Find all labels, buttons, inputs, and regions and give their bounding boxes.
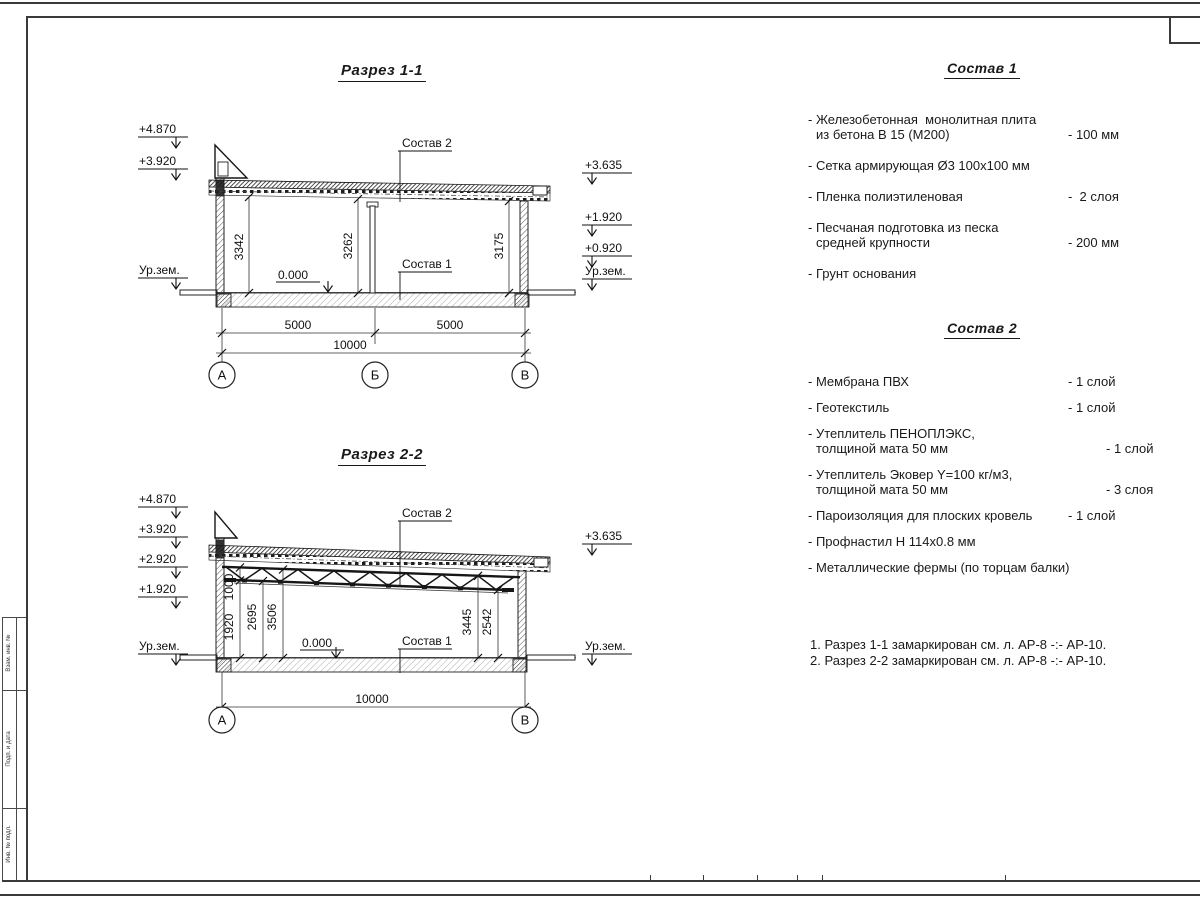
sostav1-list [808, 112, 1153, 281]
dimension-label: 5000 [284, 318, 312, 332]
stamp-cell-line [2, 808, 26, 809]
material-name: - Железобетонная монолитная плита [808, 112, 1037, 127]
stamp-cell-line [2, 690, 26, 691]
roof-truss [222, 567, 520, 593]
axis-bubbles [209, 707, 538, 733]
material-name: - Пароизоляция для плоских кровель [808, 508, 1033, 523]
ground-level-label: Ур.зем. [139, 263, 180, 277]
elevation-mark-label: +1.920 [585, 210, 623, 224]
sostav2-list [808, 374, 1153, 575]
note-line: 2. Разрез 2-2 замаркирован см. л. АР-8 -:- АР-10. [810, 653, 1107, 668]
titleblock-tick [822, 875, 823, 881]
elevation-mark-label: +4.870 [139, 122, 177, 136]
zero-level-label: 0.000 [302, 636, 333, 650]
note-line: 1. Разрез 1-1 замаркирован см. л. АР-8 -:- АР-10. [810, 637, 1107, 652]
material-item [808, 189, 1153, 204]
dimension-label: 3262 [341, 232, 355, 260]
notes [810, 637, 1106, 669]
dimension-label: 2695 [245, 603, 259, 631]
ground-and-slab [180, 290, 576, 307]
elevation-marks-right [582, 158, 632, 290]
callout-label: Состав 2 [402, 506, 452, 520]
stamp-strip-outer [2, 617, 3, 880]
stamp-strip-divider [16, 617, 17, 880]
titleblock-tick [757, 875, 758, 881]
material-value: - 1 слой [1068, 374, 1116, 389]
titleblock-tick [703, 875, 704, 881]
material-item [808, 220, 1153, 250]
paper-bottom-edge [0, 894, 1200, 896]
axis-label: А [217, 367, 227, 383]
elevation-mark-label: +2.920 [139, 552, 177, 566]
material-item [808, 112, 1153, 142]
frame-top [26, 16, 1200, 18]
ground-level-label: Ур.зем. [585, 264, 626, 278]
dimension-label: 5000 [436, 318, 464, 332]
elevation-mark-label: +3.635 [585, 529, 623, 543]
elevation-mark-label: +3.635 [585, 158, 623, 172]
dimension-label: 1000 [222, 573, 236, 601]
frame-bottom [2, 880, 1200, 882]
zero-level-mark [276, 268, 333, 292]
titleblock-tick [1005, 875, 1006, 881]
sheet-code-box [1169, 16, 1200, 44]
elevation-mark-label: +1.920 [139, 582, 177, 596]
material-name: - Пленка полиэтиленовая [808, 189, 963, 204]
material-name: - Геотекстиль [808, 400, 890, 415]
ground-level-label: Ур.зем. [585, 639, 626, 653]
section1-title: Разрез 1-1 [338, 62, 426, 82]
dimension-label: 3445 [460, 608, 474, 636]
material-value: - 1 слой [1068, 508, 1116, 523]
ground-and-slab [180, 655, 576, 672]
callout-label: Состав 1 [402, 257, 452, 271]
material-item [808, 508, 1153, 523]
elevation-marks-right [582, 529, 632, 665]
material-item [808, 374, 1153, 389]
material-name: - Металлические фермы (по торцам балки) [808, 560, 1070, 575]
material-value: - 2 слоя [1068, 189, 1119, 204]
elevation-mark-label: +3.920 [139, 522, 177, 536]
section2-title: Разрез 2-2 [338, 446, 426, 466]
roof-assembly [209, 145, 550, 201]
axis-label: Б [370, 367, 380, 383]
dimension-chains [216, 308, 531, 362]
material-value: - 100 мм [1068, 127, 1120, 142]
material-name: - Утеплитель ПЕНОПЛЭКС, [808, 426, 975, 441]
zero-level-mark [300, 636, 344, 658]
dimension-label: 3506 [265, 603, 279, 631]
callout-label: Состав 2 [402, 136, 452, 150]
material-item [808, 426, 1153, 456]
dimension-label: 3342 [232, 233, 246, 261]
elevation-marks-left [138, 122, 188, 289]
stamp-cell-line [2, 617, 26, 618]
elevation-mark-label: +0.920 [585, 241, 623, 255]
material-item [808, 467, 1153, 497]
material-value: - 200 мм [1068, 235, 1120, 250]
dimension-chains [216, 672, 531, 711]
callout-label: Состав 1 [402, 634, 452, 648]
section-1-drawing [130, 100, 640, 400]
material-item [808, 266, 1153, 281]
stamp-cell-label: Инв. № подл. [6, 825, 12, 863]
material-name: из бетона В 15 (М200) [816, 127, 950, 142]
material-name: - Мембрана ПВХ [808, 374, 909, 389]
roof-assembly [209, 512, 550, 572]
material-name: - Сетка армирующая Ø3 100х100 мм [808, 158, 1030, 173]
paper-top-edge [0, 2, 1200, 4]
titleblock-tick [650, 875, 651, 881]
elevation-mark-label: +3.920 [139, 154, 177, 168]
material-item [808, 400, 1153, 415]
stamp-cell-label: Взам. инв. № [6, 634, 12, 672]
material-item [808, 560, 1153, 575]
section-2-drawing [130, 480, 660, 780]
material-item [808, 534, 1153, 549]
frame-left [26, 16, 28, 882]
dimension-label: 3175 [492, 232, 506, 260]
axis-label: В [520, 367, 530, 383]
material-name: - Профнастил Н 114х0.8 мм [808, 534, 976, 549]
stamp-cell-label: Подп. и дата [6, 731, 12, 767]
axis-label: А [217, 712, 227, 728]
dimension-label: 2542 [480, 608, 494, 636]
material-name: средней крупности [816, 235, 930, 250]
dimension-label: 10000 [355, 692, 389, 706]
elevation-mark-label: +4.870 [139, 492, 177, 506]
material-name: толщиной мата 50 мм [816, 441, 949, 456]
zero-level-label: 0.000 [278, 268, 309, 282]
material-item [808, 158, 1153, 173]
material-value: - 1 слой [1068, 400, 1116, 415]
material-name: - Грунт основания [808, 266, 917, 281]
axis-label: В [520, 712, 530, 728]
material-value: - 3 слоя [1106, 482, 1154, 497]
sostav2-title: Состав 2 [944, 320, 1020, 339]
sostav1-title: Состав 1 [944, 60, 1020, 79]
axis-bubbles [209, 362, 538, 388]
titleblock-tick [797, 875, 798, 881]
elevation-marks-left [138, 492, 188, 665]
material-value: - 1 слой [1106, 441, 1154, 456]
dimension-label: 1920 [222, 613, 236, 641]
material-name: - Утеплитель Эковер Y=100 кг/м3, [808, 467, 1013, 482]
material-name: толщиной мата 50 мм [816, 482, 949, 497]
dimension-label: 10000 [333, 338, 367, 352]
ground-level-label: Ур.зем. [139, 639, 180, 653]
material-name: - Песчаная подготовка из песка [808, 220, 999, 235]
